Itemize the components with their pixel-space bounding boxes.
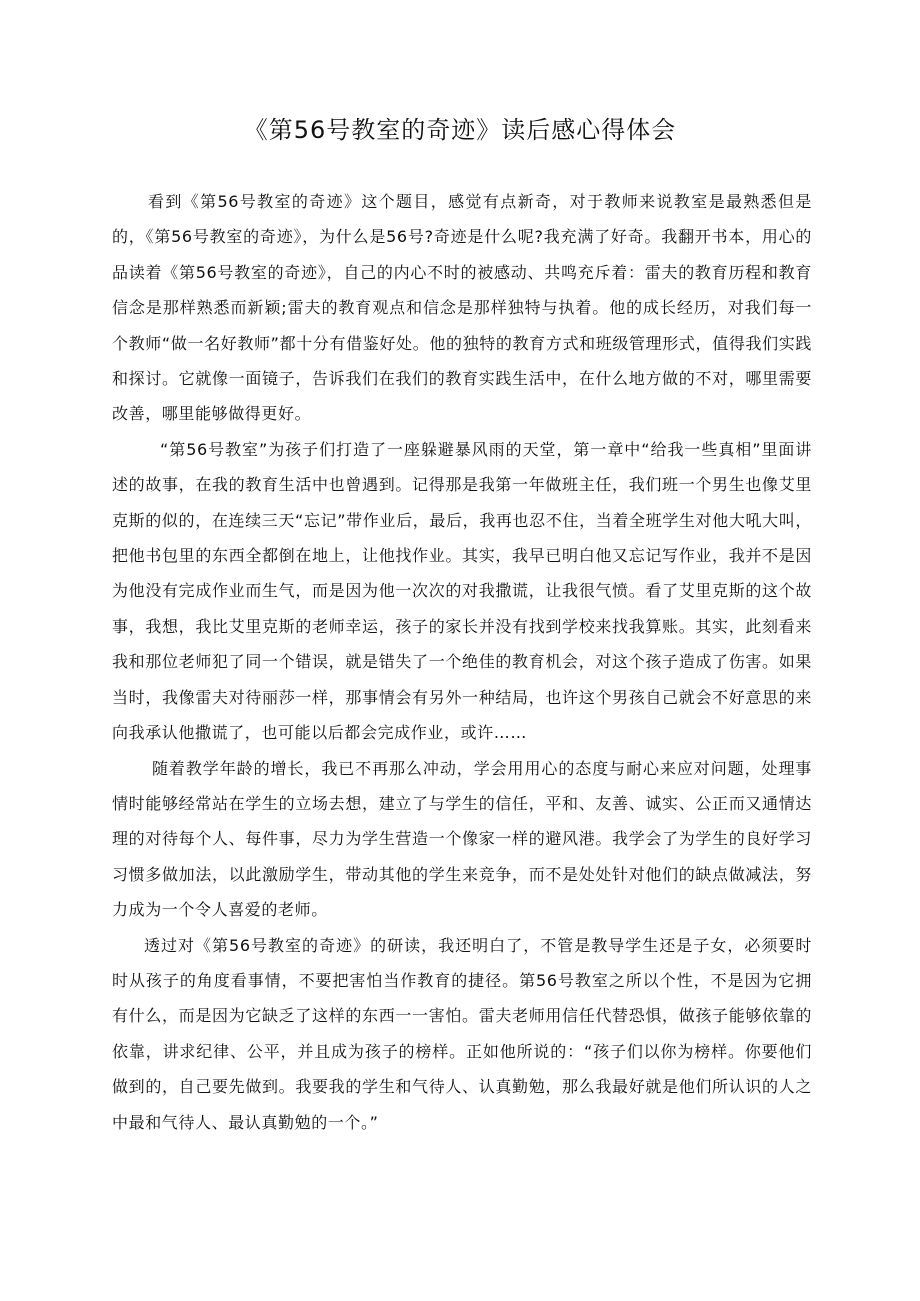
document-title: 《第56号教室的奇迹》读后感心得体会 xyxy=(243,116,677,144)
paragraph-3: 随着教学年龄的增长，我已不再那么冲动，学会用用心的态度与耐心来应对问题，处理事情时能够经常站在学生的立场去想，建立了与学生的信任，平和、友善、诚实、公正而又通情达理的对待每个人、每件事，尽力为学生营造一个像家一样的避风港。我学会了为学生的良好学习习惯多做加法，以此激励学生，带动其他的学生来竞争，而不是处处针对他们的缺点做减法，努力成为一个令人喜爱的老师。 xyxy=(112,758,812,920)
paragraph-1: 看到《第56号教室的奇迹》这个题目，感觉有点新奇，对于教师来说教室是最熟悉但是的，《第56号教室的奇迹》，为什么是56号?奇迹是什么呢?我充满了好奇。我翻开书本，用心的品读着《第56号教室的奇迹》，自己的内心不时的被感动、共鸣充斥着：雷夫的教育历程和教育信念是那样熟悉而新颖;雷夫的教育观点和信念是那样独特与执着。他的成长经历，对我们每一个教师“做一名好教师”都十分有借鉴好处。他的独特的教育方式和班级管理形式，值得我们实践和探讨。它就像一面镜子，告诉我们在我们的教育实践生活中，在什么地方做的不对，哪里需要改善，哪里能够做得更好。 xyxy=(112,192,812,424)
paragraph-4: 透过对《第56号教室的奇迹》的研读，我还明白了，不管是教导学生还是子女，必须要时时从孩子的角度看事情，不要把害怕当作教育的捷径。第56号教室之所以个性，不是因为它拥有什么，而是因为它缺乏了这样的东西一一害怕。雷夫老师用信任代替恐惧，做孩子能够依靠的依靠，讲求纪律、公平，并且成为孩子的榜样。正如他所说的：“孩子们以你为榜样。你要他们做到的，自己要先做到。我要我的学生和气待人、认真勤勉，那么我最好就是他们所认识的人之中最和气待人、最认真勤勉的一个。” xyxy=(112,935,812,1132)
document-body xyxy=(112,184,812,1140)
paragraph-2: “第56号教室”为孩子们打造了一座躲避暴风雨的天堂，第一章中“给我一些真相”里面讲述的故事，在我的教育生活中也曾遇到。记得那是我第一年做班主任，我们班一个男生也像艾里克斯的似的，在连续三天“忘记”带作业后，最后，我再也忍不住，当着全班学生对他大吼大叫，把他书包里的东西全都倒在地上，让他找作业。其实，我早已明白他又忘记写作业，我并不是因为他没有完成作业而生气，而是因为他一次次的对我撒谎，让我很气愤。看了艾里克斯的这个故事，我想，我比艾里克斯的老师幸运，孩子的家长并没有找到学校来找我算账。其实，此刻看来我和那位老师犯了同一个错误，就是错失了一个绝佳的教育机会，对这个孩子造成了伤害。如果当时，我像雷夫对待丽莎一样，那事情会有另外一种结局，也许这个男孩自己就会不好意思的来向我承认他撒谎了，也可能以后都会完成作业，或许…… xyxy=(112,439,812,743)
